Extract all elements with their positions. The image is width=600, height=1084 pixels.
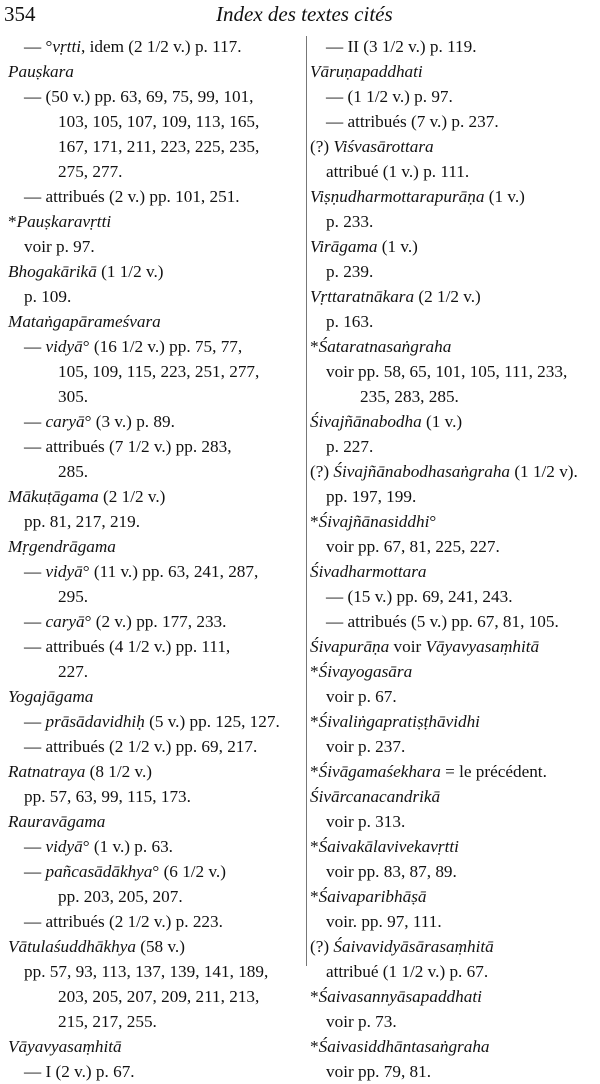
reference-text: — ° <box>24 37 53 56</box>
title-text: Śaivaparibhāṣā <box>318 887 427 906</box>
reference-text: — attribués (2 1/2 v.) pp. 69, 217. <box>24 737 258 756</box>
title-text: prāsādavidhiḥ <box>45 712 145 731</box>
reference-text: — attribués (2 1/2 v.) p. 223. <box>24 912 223 931</box>
index-entry-line <box>310 584 600 609</box>
reference-text: — (15 v.) pp. 69, 241, 243. <box>326 587 513 606</box>
index-entry-heading <box>8 1034 303 1059</box>
index-entry-heading <box>310 184 600 209</box>
title-text: vṛtti <box>52 37 82 56</box>
title-text: Śivaliṅgapratiṣṭhāvidhi <box>318 712 480 731</box>
index-entry-heading <box>310 659 600 684</box>
title-text: vidyā <box>45 837 83 856</box>
title-text: Śivajñānabodhasaṅgraha <box>333 462 511 481</box>
title-text: Vāruṇapaddhati <box>310 62 423 81</box>
index-entry-heading <box>8 209 303 234</box>
index-entry-heading <box>310 834 600 859</box>
title-text: Rauravāgama <box>8 812 106 831</box>
reference-text: — <box>24 412 46 431</box>
index-entry-line <box>8 659 303 684</box>
index-entry-line <box>310 159 600 184</box>
index-entry-heading <box>310 459 600 484</box>
reference-text: (1 1/2 v.) <box>96 262 164 281</box>
index-entry-line <box>310 959 600 984</box>
title-text: Śivāgamaśekhara <box>318 762 441 781</box>
reference-text: (1 v.) <box>377 237 418 256</box>
title-text: Viṣṇudharmottarapurāṇa <box>310 187 485 206</box>
title-text: Ratnatraya <box>8 762 86 781</box>
index-entry-line <box>8 184 303 209</box>
index-entry-line <box>8 709 303 734</box>
title-text: Śivapurāṇa <box>310 637 390 656</box>
index-column-left <box>8 34 303 1084</box>
reference-text: (58 v.) <box>135 937 185 956</box>
reference-text: * <box>310 337 319 356</box>
index-entry-line <box>8 1059 303 1084</box>
reference-text: voir pp. 83, 87, 89. <box>326 862 457 881</box>
title-text: Śataratnasaṅgraha <box>318 337 452 356</box>
index-entry-heading <box>8 259 303 284</box>
index-entry-line <box>310 909 600 934</box>
index-entry-line <box>8 334 303 359</box>
running-title: Index des textes cités <box>216 2 393 26</box>
index-entry-heading <box>310 1034 600 1059</box>
index-entry-line <box>8 34 303 59</box>
index-entry-heading <box>310 334 600 359</box>
reference-text: = le précédent. <box>440 762 547 781</box>
index-entry-line <box>8 909 303 934</box>
reference-text: pp. 57, 63, 99, 115, 173. <box>24 787 191 806</box>
reference-text: voir pp. 79, 81. <box>326 1062 432 1081</box>
title-text: Śivadharmottara <box>310 562 427 581</box>
index-entry-line <box>8 134 303 159</box>
index-entry-line <box>8 859 303 884</box>
reference-text: p. 227. <box>326 437 374 456</box>
reference-text: (?) <box>310 137 334 156</box>
reference-text: voir p. 73. <box>326 1012 397 1031</box>
reference-text: p. 233. <box>326 212 374 231</box>
index-entry-line <box>310 734 600 759</box>
index-entry-line <box>8 584 303 609</box>
index-entry-line <box>8 784 303 809</box>
column-divider <box>306 36 307 966</box>
page-number: 354 <box>4 2 36 26</box>
reference-text: (5 v.) pp. 125, 127. <box>144 712 280 731</box>
reference-text: — (50 v.) pp. 63, 69, 75, 99, 101, <box>24 87 254 106</box>
title-text: caryā <box>45 612 85 631</box>
index-entry-line <box>8 884 303 909</box>
title-text: Virāgama <box>310 237 378 256</box>
page-header <box>0 0 600 30</box>
reference-text: — attribués (7 v.) p. 237. <box>326 112 499 131</box>
reference-text: — <box>24 562 46 581</box>
index-entry-line <box>310 359 600 384</box>
index-entry-heading <box>8 809 303 834</box>
index-entry-line <box>310 259 600 284</box>
reference-text: * <box>310 1037 319 1056</box>
reference-text: pp. 81, 217, 219. <box>24 512 141 531</box>
title-text: Śivajñānasiddhi <box>318 512 430 531</box>
title-text: Yogajāgama <box>8 687 94 706</box>
title-text: Pauṣkaravṛtti <box>16 212 112 231</box>
reference-text: 215, 217, 255. <box>58 1012 157 1031</box>
index-entry-heading <box>310 134 600 159</box>
index-entry-heading <box>310 234 600 259</box>
reference-text: (8 1/2 v.) <box>85 762 153 781</box>
index-entry-line <box>8 984 303 1009</box>
reference-text: (1 1/2 v). <box>510 462 578 481</box>
title-text: Śaivasannyāsapaddhati <box>318 987 482 1006</box>
title-text: Śaivavidyāsārasaṃhitā <box>333 937 494 956</box>
reference-text: * <box>310 712 319 731</box>
reference-text: voir <box>389 637 426 656</box>
index-entry-line <box>310 609 600 634</box>
reference-text: voir p. 237. <box>326 737 406 756</box>
reference-text: (2 1/2 v.) <box>98 487 166 506</box>
index-entry-line <box>8 159 303 184</box>
title-text: Śivayogasāra <box>318 662 413 681</box>
index-entry-line <box>8 284 303 309</box>
index-entry-line <box>310 209 600 234</box>
reference-text: — <box>24 837 46 856</box>
index-entry-heading <box>310 559 600 584</box>
title-text: vidyā <box>45 337 83 356</box>
index-entry-heading <box>8 934 303 959</box>
index-entry-line <box>8 84 303 109</box>
reference-text: (?) <box>310 462 334 481</box>
reference-text: voir. pp. 97, 111. <box>326 912 442 931</box>
index-entry-line <box>8 384 303 409</box>
index-entry-heading <box>8 534 303 559</box>
reference-text: 275, 277. <box>58 162 123 181</box>
reference-text: p. 163. <box>326 312 374 331</box>
reference-text: voir p. 67. <box>326 687 397 706</box>
index-entry-line <box>310 34 600 59</box>
reference-text: * <box>310 887 319 906</box>
index-entry-heading <box>310 934 600 959</box>
reference-text: attribué (1 v.) p. 111. <box>326 162 470 181</box>
title-text: Śivajñānabodha <box>310 412 422 431</box>
reference-text: voir pp. 67, 81, 225, 227. <box>326 537 500 556</box>
reference-text: — (1 1/2 v.) p. 97. <box>326 87 453 106</box>
title-text: Viśvasārottara <box>333 137 434 156</box>
title-text: Bhogakārikā <box>8 262 97 281</box>
index-entry-heading <box>310 784 600 809</box>
reference-text: 103, 105, 107, 109, 113, 165, <box>58 112 260 131</box>
index-entry-line <box>8 434 303 459</box>
title-text: pañcasādākhya <box>45 862 153 881</box>
index-entry-heading <box>310 409 600 434</box>
reference-text: ° (11 v.) pp. 63, 241, 287, <box>82 562 259 581</box>
index-entry-line <box>310 384 600 409</box>
index-entry-line <box>8 234 303 259</box>
reference-text: pp. 197, 199. <box>326 487 417 506</box>
reference-text: pp. 203, 205, 207. <box>58 887 183 906</box>
title-text: Vṛttaratnākara <box>310 287 415 306</box>
reference-text: ° (16 1/2 v.) pp. 75, 77, <box>82 337 243 356</box>
reference-text: * <box>8 212 17 231</box>
reference-text: — attribués (5 v.) pp. 67, 81, 105. <box>326 612 559 631</box>
index-entry-heading <box>8 59 303 84</box>
title-text: caryā <box>45 412 85 431</box>
index-entry-line <box>8 1009 303 1034</box>
index-entry-heading <box>8 309 303 334</box>
index-entry-heading <box>310 984 600 1009</box>
index-entry-line <box>310 484 600 509</box>
title-text: Vāyavyasaṃhitā <box>425 637 540 656</box>
reference-text: * <box>310 512 319 531</box>
title-text: Śivārcanacandrikā <box>310 787 441 806</box>
reference-text: attribué (1 1/2 v.) p. 67. <box>326 962 489 981</box>
reference-text: (1 v.) <box>421 412 463 431</box>
index-entry-heading <box>310 884 600 909</box>
reference-text: * <box>310 987 319 1006</box>
index-entry-heading <box>310 284 600 309</box>
index-entry-line <box>310 309 600 334</box>
reference-text: — <box>24 612 46 631</box>
index-entry-heading <box>310 634 600 659</box>
reference-text: — attribués (7 1/2 v.) pp. 283, <box>24 437 232 456</box>
title-text: vidyā <box>45 562 83 581</box>
index-entry-line <box>310 109 600 134</box>
index-entry-line <box>8 609 303 634</box>
index-entry-line <box>8 959 303 984</box>
index-entry-line <box>8 634 303 659</box>
reference-text: * <box>310 762 319 781</box>
title-text: Śaivasiddhāntasaṅgraha <box>318 1037 490 1056</box>
index-entry-heading <box>8 759 303 784</box>
index-entry-heading <box>310 759 600 784</box>
reference-text: p. 109. <box>24 287 72 306</box>
reference-text: — I (2 v.) p. 67. <box>24 1062 135 1081</box>
reference-text: ° (3 v.) p. 89. <box>84 412 175 431</box>
index-entry-line <box>8 559 303 584</box>
reference-text: — attribués (2 v.) pp. 101, 251. <box>24 187 240 206</box>
title-text: Vāyavyasaṃhitā <box>8 1037 122 1056</box>
index-entry-line <box>8 359 303 384</box>
index-entry-line <box>8 109 303 134</box>
index-entry-line <box>8 734 303 759</box>
reference-text: 305. <box>58 387 89 406</box>
index-entry-heading <box>8 684 303 709</box>
reference-text: , idem (2 1/2 v.) p. 117. <box>81 37 242 56</box>
title-text: Śaivakālavivekavṛtti <box>318 837 459 856</box>
index-entry-heading <box>8 484 303 509</box>
index-entry-line <box>310 84 600 109</box>
index-entry-line <box>310 534 600 559</box>
reference-text: ° (1 v.) p. 63. <box>82 837 173 856</box>
reference-text: 227. <box>58 662 89 681</box>
title-text: Vātulaśuddhākhya <box>8 937 136 956</box>
reference-text: 295. <box>58 587 89 606</box>
reference-text: * <box>310 662 319 681</box>
reference-text: p. 239. <box>326 262 374 281</box>
reference-text: ° <box>429 512 437 531</box>
index-entry-line <box>8 509 303 534</box>
reference-text: (1 v.) <box>484 187 525 206</box>
index-entry-line <box>310 809 600 834</box>
index-entry-line <box>310 1009 600 1034</box>
reference-text: * <box>310 837 319 856</box>
reference-text: — <box>24 712 46 731</box>
index-entry-line <box>310 859 600 884</box>
title-text: Pauṣkara <box>8 62 74 81</box>
index-entry-line <box>310 1059 600 1084</box>
index-entry-heading <box>310 709 600 734</box>
reference-text: voir pp. 58, 65, 101, 105, 111, 233, <box>326 362 568 381</box>
reference-text: 285. <box>58 462 89 481</box>
reference-text: (2 1/2 v.) <box>414 287 481 306</box>
title-text: Mataṅgapārameśvara <box>8 312 161 331</box>
reference-text: — II (3 1/2 v.) p. 119. <box>326 37 477 56</box>
reference-text: 167, 171, 211, 223, 225, 235, <box>58 137 260 156</box>
reference-text: ° (2 v.) pp. 177, 233. <box>84 612 227 631</box>
index-entry-line <box>8 409 303 434</box>
reference-text: voir p. 97. <box>24 237 95 256</box>
index-entry-heading <box>310 59 600 84</box>
index-entry-line <box>8 459 303 484</box>
reference-text: (?) <box>310 937 334 956</box>
reference-text: — <box>24 862 46 881</box>
reference-text: pp. 57, 93, 113, 137, 139, 141, 189, <box>24 962 269 981</box>
title-text: Mṛgendrāgama <box>8 537 116 556</box>
reference-text: voir p. 313. <box>326 812 406 831</box>
reference-text: — attribués (4 1/2 v.) pp. 111, <box>24 637 231 656</box>
reference-text: 235, 283, 285. <box>360 387 459 406</box>
reference-text: ° (6 1/2 v.) <box>152 862 226 881</box>
index-entry-heading <box>310 509 600 534</box>
title-text: Mākuṭāgama <box>8 487 99 506</box>
reference-text: 105, 109, 115, 223, 251, 277, <box>58 362 260 381</box>
reference-text: 203, 205, 207, 209, 211, 213, <box>58 987 260 1006</box>
index-entry-line <box>310 684 600 709</box>
reference-text: — <box>24 337 46 356</box>
index-column-right <box>310 34 600 1084</box>
index-entry-line <box>310 434 600 459</box>
index-entry-line <box>8 834 303 859</box>
